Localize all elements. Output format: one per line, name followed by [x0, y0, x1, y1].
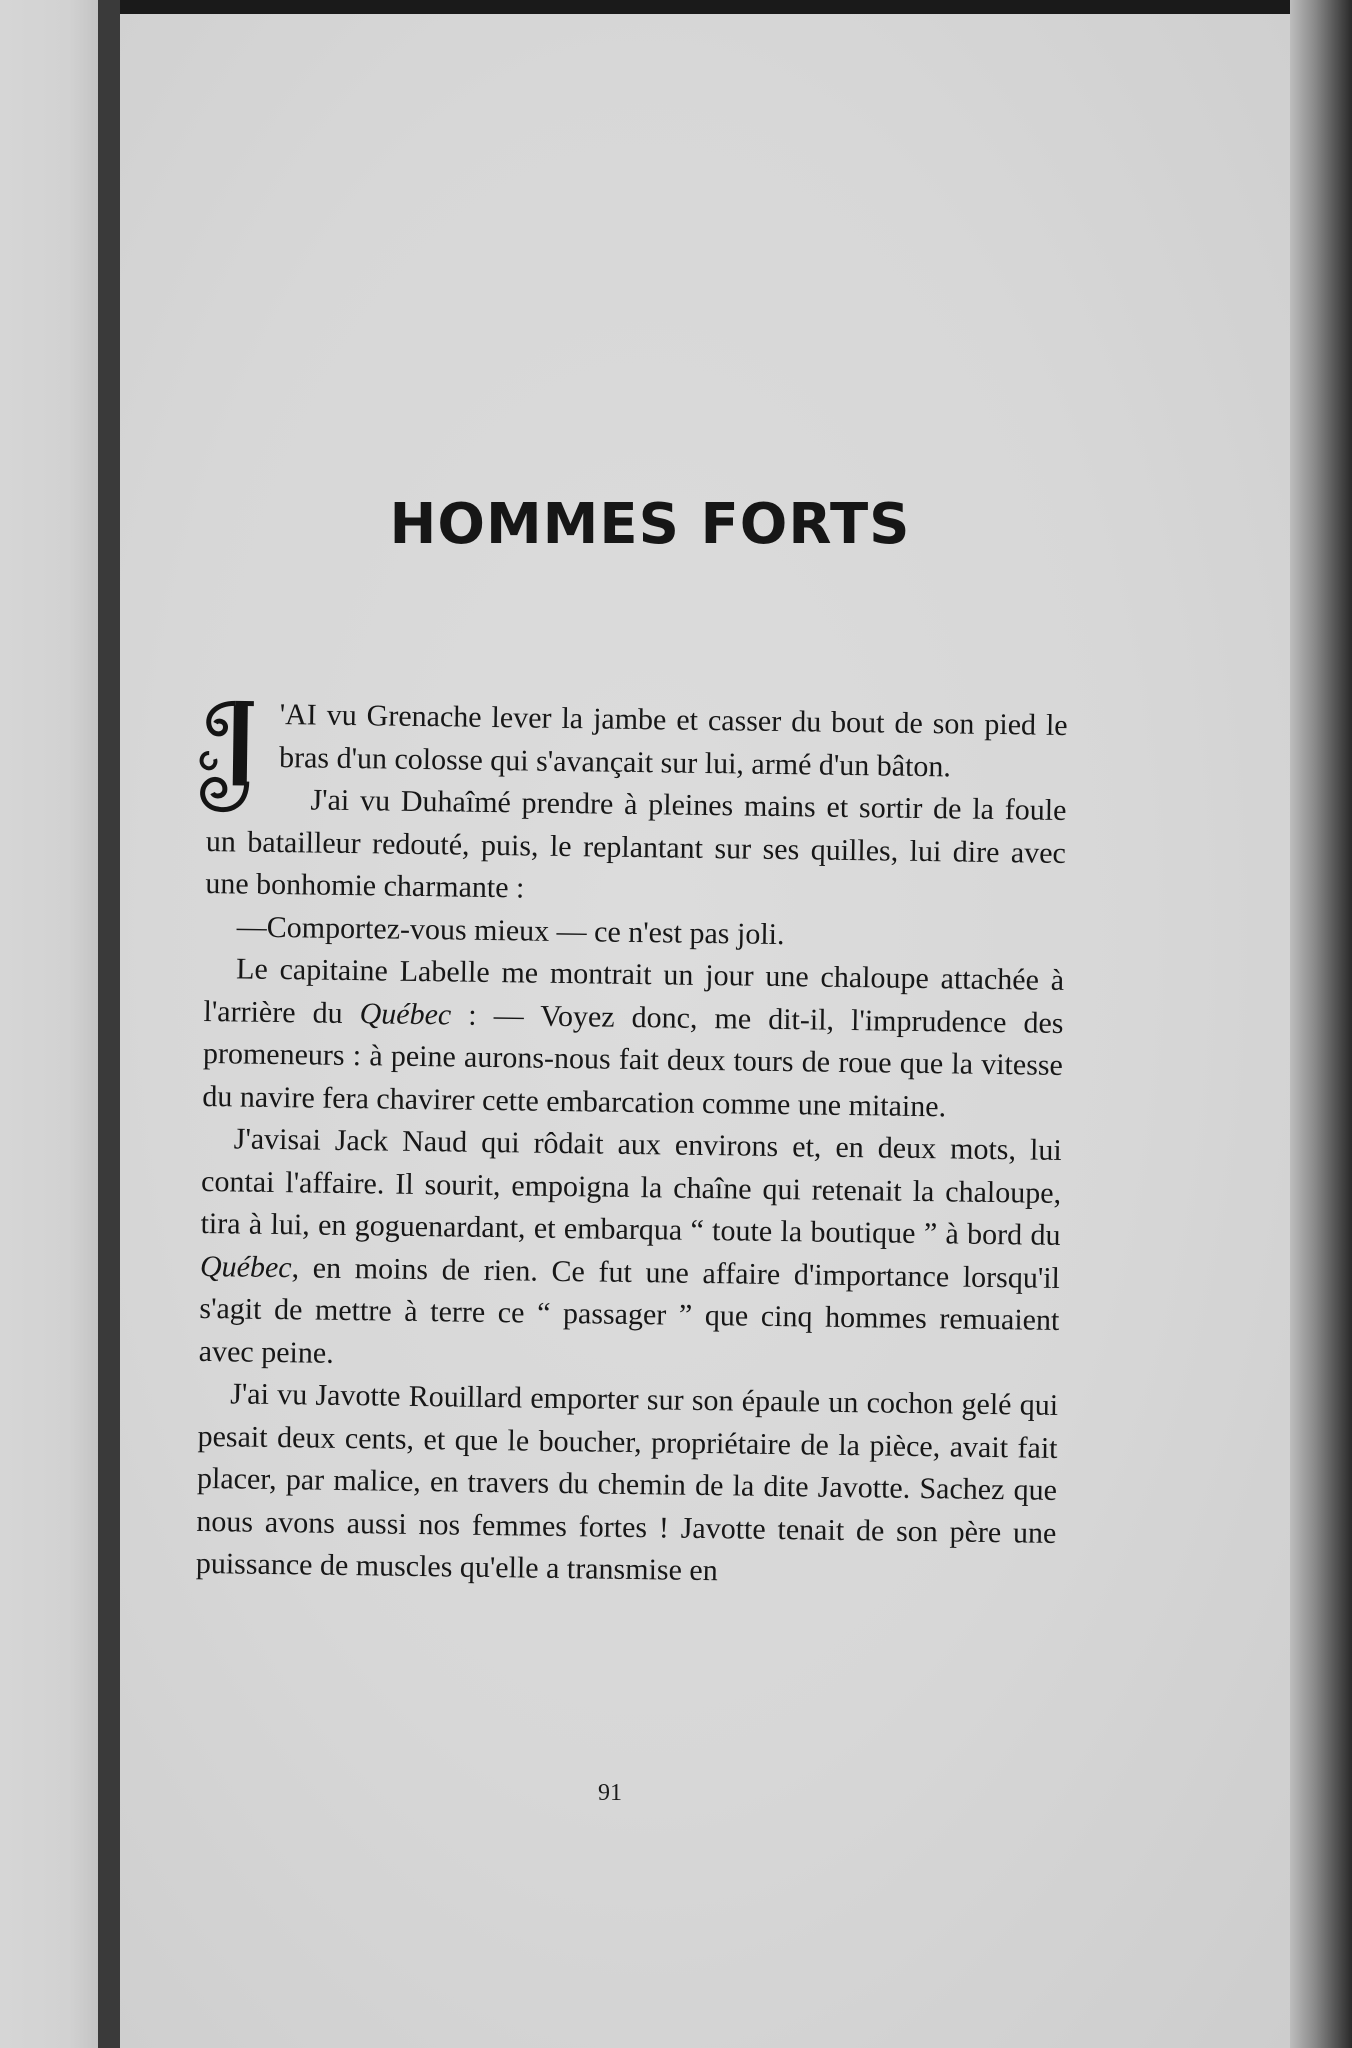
book-gutter — [98, 0, 120, 2048]
paragraph-5-before: J'avisai Jack Naud qui rôdait aux environs et, en deux mots, lui contai l'affaire. Il sourit, empoigna la chaîne qui retenait la chaloupe, tira à lui, en goguenardant, et embarqua “ toute la boutique ” à bord du — [200, 1122, 1062, 1252]
drop-cap-initial — [194, 697, 266, 816]
paragraph-1 — [207, 693, 1068, 790]
paragraph-5 — [199, 1118, 1062, 1385]
paragraph-4 — [202, 948, 1064, 1130]
paragraph-4-after: : — Voyez donc, me dit-il, l'imprudence des promeneurs : à peine aurons-nous fait deux tours de roue que la vitesse du navire fera chavirer cette embarcation comme une mitaine. — [202, 997, 1064, 1123]
page-right-edge — [1290, 0, 1352, 2048]
paragraph-6: J'ai vu Javotte Rouillard emporter sur son épaule un cochon gelé qui pesait deux cents, et que le boucher, propriétaire de la pièce, avait fait placer, par malice, en travers du chemin de la dite Javotte. Sachez que nous avons aussi nos femmes fortes ! Javotte tenait de son père une puissance de muscles qu'elle a transmise en — [195, 1377, 1059, 1588]
paragraph-4-before: Le capitaine Labelle me montrait un jour une chaloupe attachée à l'arrière du — [203, 952, 1065, 1030]
chapter-title: HOMMES FORTS — [389, 492, 911, 557]
scan-top-border — [0, 0, 1352, 14]
ship-name: Québec — [359, 996, 452, 1031]
paragraph-3: —Comportez-vous mieux — ce n'est pas joli. — [236, 909, 785, 951]
drop-cap-ornament-icon — [194, 697, 266, 816]
ship-name: Québec — [199, 1249, 292, 1284]
paragraph-2: J'ai vu Duhaîmé prendre à pleines mains et sortir de la foule un batailleur redouté, puis, le replantant sur ses quilles, lui dire avec une bonhomie charmante : — [205, 783, 1067, 905]
body-text — [196, 693, 1068, 1597]
page-number: 91 — [598, 1780, 622, 1806]
paragraph-5-after: , en moins de rien. Ce fut une affaire d'importance lorsqu'il s'agit de mettre à terre ce “ passager ” que cinq hommes remuaient avec peine. — [198, 1250, 1061, 1370]
facing-page-edge — [0, 0, 98, 2048]
paragraph-1-text: 'AI vu Grenache lever la jambe et casser du bout de son pied le bras d'un colosse qui s'avançait sur lui, armé d'un bâton. — [278, 698, 1068, 783]
